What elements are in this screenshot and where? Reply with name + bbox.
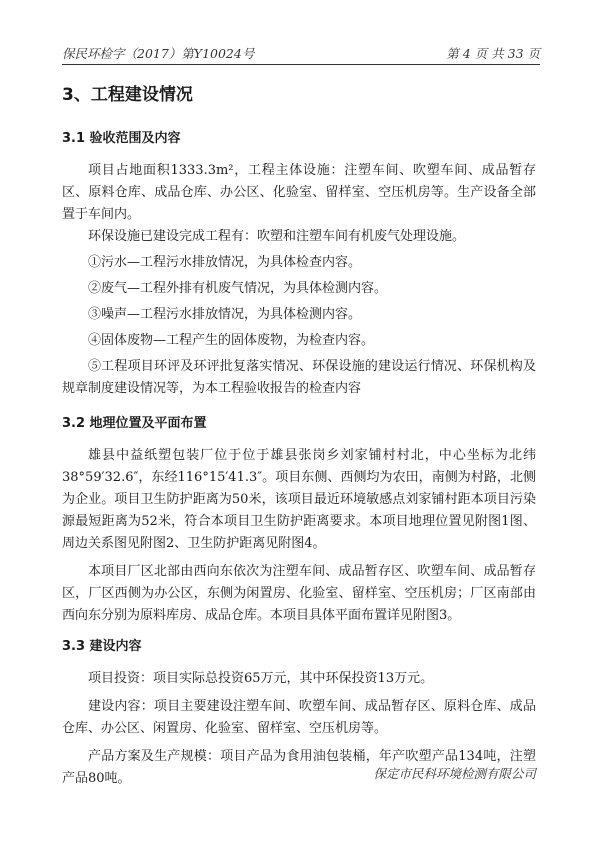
heading-3-1: 3.1 验收范围及内容: [62, 131, 181, 146]
document-body: [62, 72, 536, 790]
paragraph: 环保设施已建设完成工程有：吹塑和注塑车间有机废气处理设施。: [88, 229, 466, 244]
list-item: ⑤工程项目环评及环评批复落实情况、环保设施的建设运行情况、环保机构及规章制度建设情况等，为本工程验收报告的检查内容: [62, 359, 536, 396]
paragraph: 项目占地面积1333.3m²，工程主体设施：注塑车间、吹塑车间、成品暂存区、原料仓库、成品仓库、办公区、化验室、留样室、空压机房等。生产设备全部置于车间内。: [62, 163, 536, 222]
paragraph: 雄县中益纸塑包装厂位于位于雄县张岗乡刘家铺村村北，中心坐标为北纬38°59′32.6″，东经116°15′41.3″。项目东侧、西侧均为农田，南侧为村路，北侧为企业。项目卫生防护距离为50米，该项目最近环境敏感点刘家铺村距本项目污染源最短距离为52米，符合本项目卫生防护距离要求。本项目地理位置见附图1图、周边关系图见附图2、卫生防护距离见附图4。: [62, 448, 536, 551]
paragraph: 产品方案及生产规模：项目产品为食用油包装桶，年产吹塑产品134吨，注塑产品80吨。: [62, 749, 536, 786]
list-item: ①污水—工程污水排放情况，为具体检查内容。: [88, 255, 362, 270]
paragraph: 本项目厂区北部由西向东依次为注塑车间、成品暂存区、吹塑车间、成品暂存区，厂区西侧为办公区，东侧为闲置房、化验室、留样室、空压机房；厂区南部由西向东分别为原料库房、成品仓库。本项目具体平面布置详见附图3。: [62, 564, 536, 623]
list-item: ④固体废物—工程产生的固体废物，为检查内容。: [88, 333, 375, 348]
heading-3-2: 3.2 地理位置及平面布置: [62, 416, 207, 431]
paragraph: 建设内容：项目主要建设注塑车间、吹塑车间、成品暂存区、原料仓库、成品仓库、办公区、闲置房、化验室、留样室、空压机房等。: [62, 699, 536, 736]
paragraph: 项目投资：项目实际总投资65万元，其中环保投资13万元。: [88, 671, 434, 686]
company-footer: 保定市民科环境检测有限公司: [373, 766, 536, 781]
document-number: 保民环检字（2017）第Y10024号: [62, 46, 255, 61]
list-item: ②废气—工程外排有机废气情况，为具体检测内容。: [88, 281, 388, 296]
page-number: 第 4 页 共 33 页: [446, 46, 540, 61]
list-item: ③噪声—工程污水排放情况，为具体检测内容。: [88, 307, 362, 322]
page-header: [62, 44, 540, 65]
heading-3-3: 3.3 建设内容: [62, 639, 142, 654]
section-title: 3、工程建设情况: [62, 85, 193, 105]
